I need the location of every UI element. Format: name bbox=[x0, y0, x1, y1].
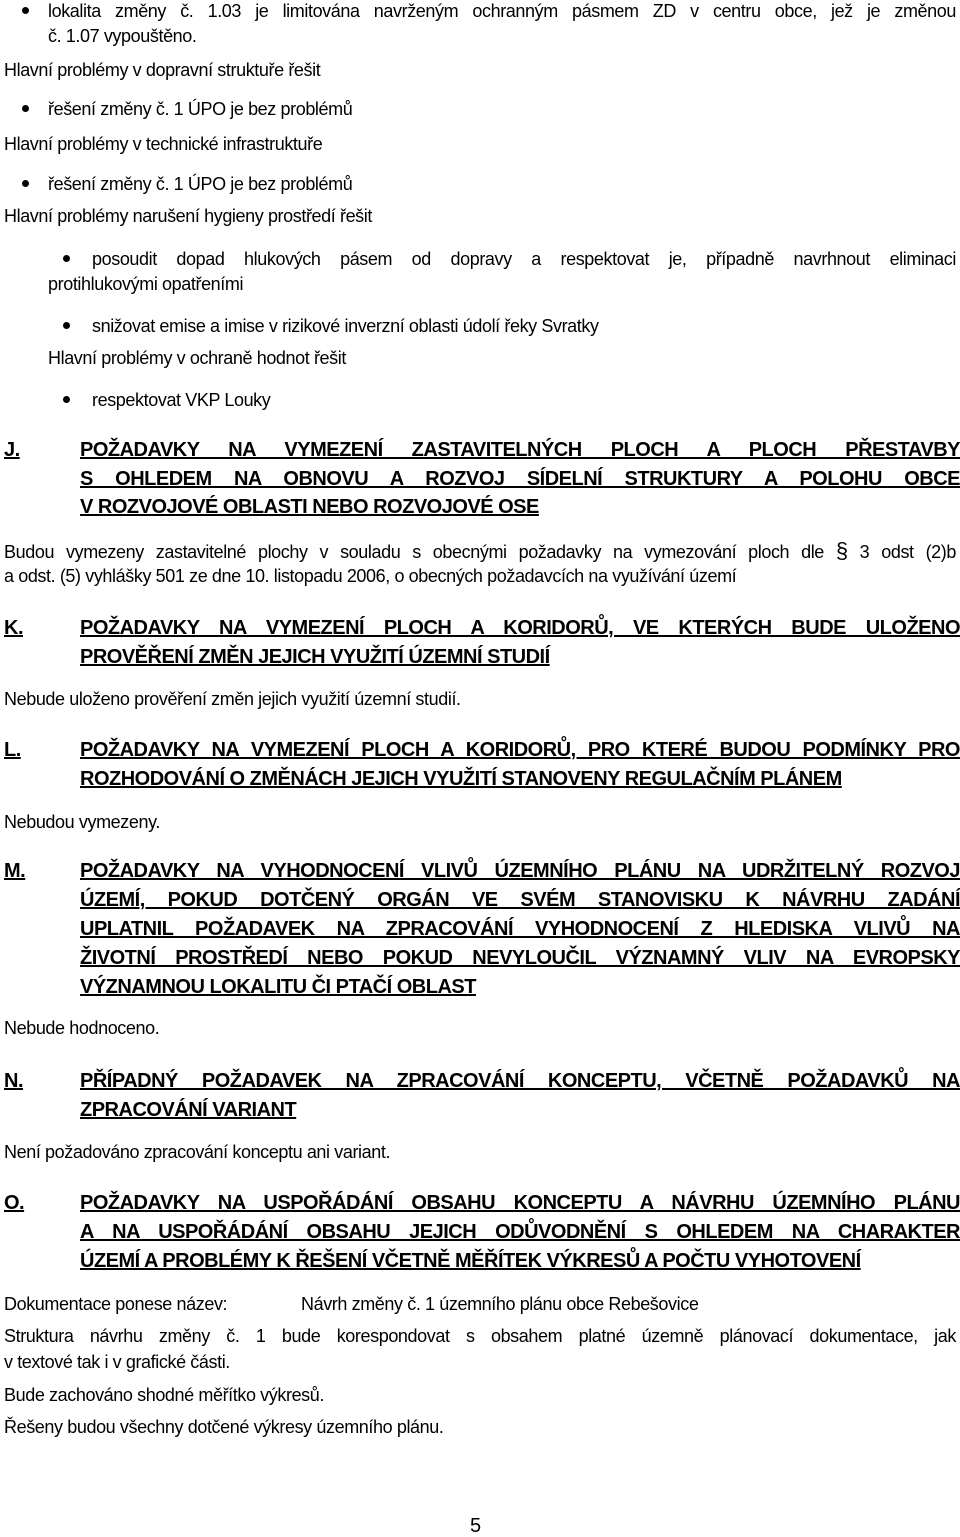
page-number: 5 bbox=[470, 1515, 482, 1537]
section-title-line: V ROZVOJOVÉ OBLASTI NEBO ROZVOJOVÉ OSE bbox=[80, 496, 539, 518]
section-body: Budou vymezeny zastavitelné plochy v souladu s obecnými požadavky na vymezování ploch dle § 3 odst (2)b bbox=[4, 538, 956, 563]
bullet-icon bbox=[63, 396, 70, 403]
section-title-line: POŽADAVKY NA VYMEZENÍ PLOCH A KORIDORŮ, VE KTERÝCH BUDE ULOŽENO bbox=[80, 617, 960, 639]
bullet-text: posoudit dopad hlukových pásem od dopravy a respektovat je, případně navrhnout eliminaci bbox=[92, 249, 956, 269]
section-title-line: POŽADAVKY NA VYMEZENÍ ZASTAVITELNÝCH PLOCH A PLOCH PŘESTAVBY bbox=[80, 439, 960, 461]
section-body: Nebude uloženo prověření změn jejich využití územní studií. bbox=[4, 689, 461, 709]
section-title-line: ŽIVOTNÍ PROSTŘEDÍ NEBO POKUD NEVYLOUČIL VÝZNAMNÝ VLIV NA EVROPSKY bbox=[80, 947, 960, 969]
section-letter: K. bbox=[4, 617, 23, 639]
document-name-label: Dokumentace ponese název: bbox=[4, 1294, 228, 1314]
section-body-continuation: v textové tak i v grafické části. bbox=[4, 1352, 230, 1372]
subheading-technical: Hlavní problémy v technické infrastruktuře bbox=[4, 134, 323, 154]
section-body-continuation: a odst. (5) vyhlášky 501 ze dne 10. listopadu 2006, o obecných požadavcích na využívání území bbox=[4, 566, 737, 586]
section-body: Nebude hodnoceno. bbox=[4, 1018, 160, 1038]
section-title-line: ÚZEMÍ, POKUD DOTČENÝ ORGÁN VE SVÉM STANOVISKU K NÁVRHU ZADÁNÍ bbox=[80, 889, 960, 911]
bullet-text: lokalita změny č. 1.03 je limitována navrženým ochranným pásmem ZD v centru obce, jež je změnou bbox=[48, 1, 956, 21]
section-title-line: ZPRACOVÁNÍ VARIANT bbox=[80, 1099, 297, 1121]
section-body: Struktura návrhu změny č. 1 bude korespondovat s obsahem platné územně plánovací dokumentace, jak bbox=[4, 1326, 956, 1346]
section-title-line: POŽADAVKY NA USPOŘÁDÁNÍ OBSAHU KONCEPTU A NÁVRHU ÚZEMNÍHO PLÁNU bbox=[80, 1192, 960, 1214]
section-heading-o bbox=[4, 1189, 960, 1279]
bullet-icon bbox=[22, 180, 29, 187]
subheading-hygiene: Hlavní problémy narušení hygieny prostředí řešit bbox=[4, 206, 372, 226]
section-title-line: ROZHODOVÁNÍ O ZMĚNÁCH JEJICH VYUŽITÍ STANOVENY REGULAČNÍM PLÁNEM bbox=[80, 768, 842, 790]
bullet-text: respektovat VKP Louky bbox=[92, 390, 271, 410]
section-letter: L. bbox=[4, 739, 21, 761]
bullet-text: řešení změny č. 1 ÚPO je bez problémů bbox=[48, 174, 353, 194]
section-heading-j bbox=[4, 436, 960, 526]
section-body: Řešeny budou všechny dotčené výkresy územního plánu. bbox=[4, 1417, 444, 1437]
section-title-line: A NA USPOŘÁDÁNÍ OBSAHU JEJICH ODŮVODNĚNÍ S OHLEDEM NA CHARAKTER bbox=[80, 1221, 960, 1243]
subheading-traffic: Hlavní problémy v dopravní struktuře řešit bbox=[4, 60, 321, 80]
bullet-text-continuation: protihlukovými opatřeními bbox=[48, 274, 244, 294]
section-letter: J. bbox=[4, 439, 20, 461]
subheading-values: Hlavní problémy v ochraně hodnot řešit bbox=[48, 348, 346, 368]
section-letter: O. bbox=[4, 1192, 25, 1214]
bullet-text-continuation: č. 1.07 vypouštěno. bbox=[48, 26, 197, 46]
section-title-line: POŽADAVKY NA VYHODNOCENÍ VLIVŮ ÚZEMNÍHO PLÁNU NA UDRŽITELNÝ ROZVOJ bbox=[80, 860, 960, 882]
section-heading-k bbox=[4, 614, 960, 674]
section-title-line: PROVĚŘENÍ ZMĚN JEJICH VYUŽITÍ ÚZEMNÍ STUDIÍ bbox=[80, 646, 550, 668]
section-title-line: S OHLEDEM NA OBNOVU A ROZVOJ SÍDELNÍ STRUKTURY A POLOHU OBCE bbox=[80, 468, 960, 490]
section-heading-m bbox=[4, 857, 960, 1007]
bullet-icon bbox=[22, 7, 29, 14]
bullet-icon bbox=[63, 322, 70, 329]
section-title-line: POŽADAVKY NA VYMEZENÍ PLOCH A KORIDORŮ, PRO KTERÉ BUDOU PODMÍNKY PRO bbox=[80, 739, 960, 761]
section-title-line: PŘÍPADNÝ POŽADAVEK NA ZPRACOVÁNÍ KONCEPTU, VČETNĚ POŽADAVKŮ NA bbox=[80, 1070, 960, 1092]
section-title-line: ÚZEMÍ A PROBLÉMY K ŘEŠENÍ VČETNĚ MĚŘÍTEK VÝKRESŮ A POČTU VYHOTOVENÍ bbox=[80, 1250, 861, 1272]
section-body: Nebudou vymezeny. bbox=[4, 812, 160, 832]
bullet-icon bbox=[22, 105, 29, 112]
section-heading-l bbox=[4, 736, 960, 796]
section-title-line: VÝZNAMNOU LOKALITU ČI PTAČÍ OBLAST bbox=[80, 976, 476, 998]
bullet-text: snižovat emise a imise v rizikové inverzní oblasti údolí řeky Svratky bbox=[92, 316, 599, 336]
section-heading-n bbox=[4, 1067, 960, 1127]
document-name-value: Návrh změny č. 1 územního plánu obce Rebešovice bbox=[301, 1294, 699, 1314]
section-symbol: § bbox=[835, 538, 848, 563]
section-body: Bude zachováno shodné měřítko výkresů. bbox=[4, 1385, 324, 1405]
section-title-line: UPLATNIL POŽADAVEK NA ZPRACOVÁNÍ VYHODNOCENÍ Z HLEDISKA VLIVŮ NA bbox=[80, 918, 960, 940]
section-letter: M. bbox=[4, 860, 26, 882]
section-letter: N. bbox=[4, 1070, 23, 1092]
bullet-text: řešení změny č. 1 ÚPO je bez problémů bbox=[48, 99, 353, 119]
section-body: Není požadováno zpracování konceptu ani variant. bbox=[4, 1142, 391, 1162]
bullet-icon bbox=[63, 255, 70, 262]
